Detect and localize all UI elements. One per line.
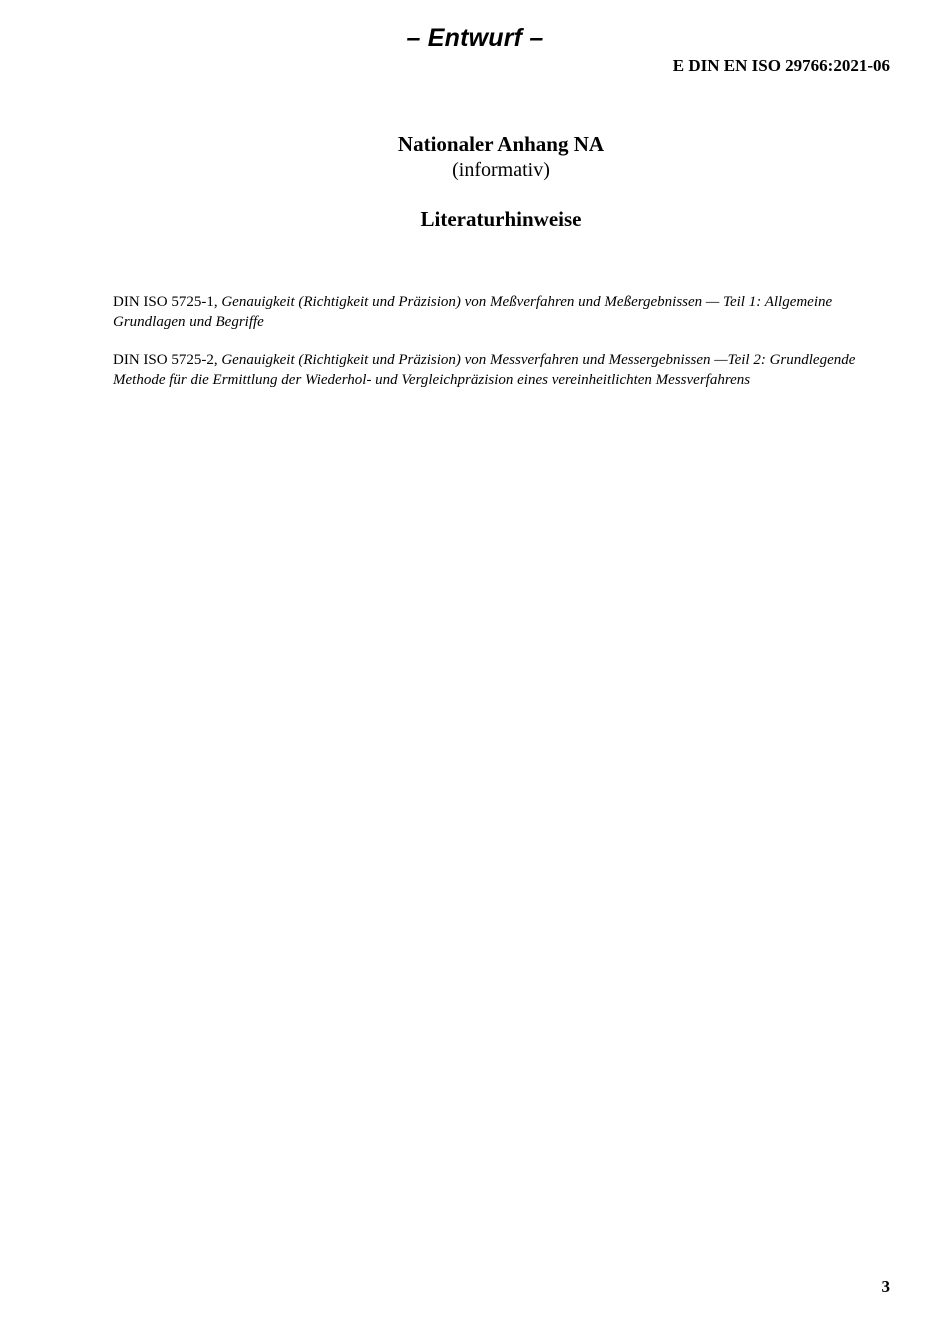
bibliography-list xyxy=(113,292,873,408)
annex-type: (informativ) xyxy=(452,159,550,181)
document-identifier: E DIN EN ISO 29766:2021-06 xyxy=(672,56,890,75)
bibliography-entry xyxy=(113,292,873,332)
section-title: Literaturhinweise xyxy=(420,207,582,231)
reference-title: Genauigkeit (Richtigkeit und Präzision) von Meßverfahren und Meßergebnissen — Teil 1: Allgemeine Grundlagen und Begriffe xyxy=(113,294,833,330)
reference-designation: DIN ISO 5725-2, xyxy=(113,352,218,368)
reference-title: Genauigkeit (Richtigkeit und Präzision) von Messverfahren und Messergebnissen —Teil 2: Grundlegende Methode für die Ermittlung der Wiederhol- und Vergleichpräzision eines vereinheitlichten Messverfahrens xyxy=(113,352,856,388)
annex-title: Nationaler Anhang NA xyxy=(397,132,605,156)
page-number: 3 xyxy=(881,1277,890,1296)
draft-watermark: – Entwurf – xyxy=(406,24,544,52)
bibliography-entry xyxy=(113,350,873,390)
reference-designation: DIN ISO 5725-1, xyxy=(113,294,218,310)
